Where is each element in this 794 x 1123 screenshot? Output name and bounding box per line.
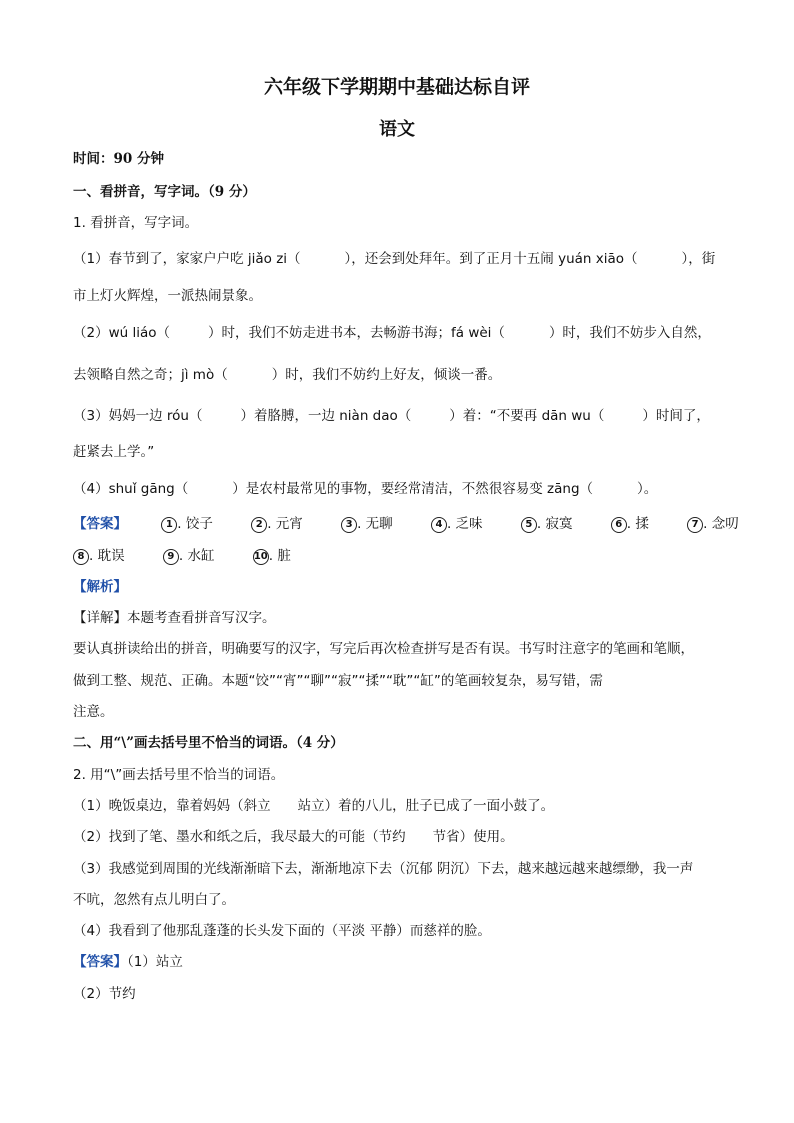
- detail-line3: 做到工整、规范、正确。本题“饺”“宵”“聊”“寂”“揉”“耽”“缸”的笔画较复杂，易写错，需: [73, 673, 603, 689]
- q1-part1-line2: 市上灯火辉煌，一派热闹景象。: [73, 288, 262, 304]
- answer-text: . 饺子: [177, 516, 213, 532]
- text-segment: （4）shuǐ gāng（: [73, 481, 189, 497]
- answer-item: [253, 547, 291, 565]
- section2-heading: 二、用“\”画去括号里不恰当的词语。（4 分）: [73, 735, 344, 751]
- q2-sentence4: （4）我看到了他那乱蓬蓬的长头发下面的（平淡 平静）而慈祥的脸。: [73, 923, 491, 939]
- q1-answer-row1: [73, 515, 739, 533]
- answer-text: . 寂寞: [536, 516, 573, 532]
- answer-text: . 元宵: [267, 516, 303, 532]
- text-segment: ），街: [681, 251, 716, 267]
- answer-text: . 揉: [626, 516, 649, 532]
- answer-label: 【答案】: [73, 516, 127, 532]
- answer-text: . 念叨: [703, 516, 739, 532]
- number-badge: 10: [253, 549, 269, 565]
- q1-part3-line2: 赶紧去上学。”: [73, 444, 155, 460]
- answer-text: . 脏: [268, 548, 291, 564]
- number-badge: 6: [611, 517, 627, 533]
- q2-answer-line1: [73, 953, 183, 971]
- answer-text: . 耽误: [89, 548, 125, 564]
- q1-part4: [73, 480, 657, 498]
- q1-part1-line1: [73, 250, 715, 268]
- number-badge: 3: [341, 517, 357, 533]
- answer-item: [687, 515, 739, 533]
- text-segment: （2）wú liáo（: [73, 325, 171, 341]
- detail-line4: 注意。: [73, 704, 114, 720]
- q2-sentence3-line1: （3）我感觉到周围的光线渐渐暗下去，渐渐地凉下去（沉郁 阴沉）下去，越来越远越来越缥缈，我一声: [73, 861, 694, 877]
- number-badge: 8: [73, 549, 89, 565]
- detail-text: 本题考查看拼音写汉字。: [127, 610, 276, 626]
- detail-label: 【详解】: [73, 610, 127, 626]
- q2-sentence2: （2）找到了笔、墨水和纸之后，我尽最大的可能（节约 节省）使用。: [73, 829, 514, 845]
- answer-item: [161, 515, 213, 533]
- q2-answer-line2: （2）节约: [73, 986, 136, 1002]
- question2-title: 2. 用“\”画去括号里不恰当的词语。: [73, 767, 285, 783]
- section1-heading: 一、看拼音，写字词。（9 分）: [73, 184, 256, 200]
- q2-sentence3-line2: 不吭，忽然有点儿明白了。: [73, 892, 235, 908]
- answer-text: （1）站立: [127, 954, 183, 970]
- subject-title: 语文: [379, 119, 415, 140]
- answer-item: [521, 515, 573, 533]
- number-badge: 7: [687, 517, 703, 533]
- analysis-label: 【解析】: [73, 579, 127, 595]
- answer-item: [163, 547, 215, 565]
- answer-item: [611, 515, 649, 533]
- text-segment: ）着：“不要再 dān wu（: [449, 408, 605, 424]
- text-segment: 去领略自然之奇；jì mò（: [73, 367, 228, 383]
- number-badge: 4: [431, 517, 447, 533]
- text-segment: ）时，我们不妨走进书本，去畅游书海；fá wèi（: [208, 325, 505, 341]
- text-segment: ），还会到处拜年。到了正月十五闹 yuán xiāo（: [344, 251, 638, 267]
- q1-part3-line1: [73, 407, 710, 425]
- answer-text: . 无聊: [357, 516, 393, 532]
- detail-line2: 要认真拼读给出的拼音，明确要写的汉字，写完后再次检查拼写是否有误。书写时注意字的笔画和笔顺，: [73, 641, 694, 657]
- q1-part2-line2: [73, 366, 501, 384]
- answer-text: . 水缸: [178, 548, 215, 564]
- q1-part2-line1: [73, 324, 711, 342]
- detail-line1: [73, 609, 276, 627]
- text-segment: ）着胳膊，一边 niàn dao（: [240, 408, 412, 424]
- text-segment: ）时，我们不妨步入自然，: [548, 325, 711, 341]
- question1-title: 1. 看拼音，写字词。: [73, 215, 199, 231]
- text-segment: （3）妈妈一边 róu（: [73, 408, 203, 424]
- text-segment: ）。: [637, 481, 658, 497]
- q2-sentence1: （1）晚饭桌边，靠着妈妈（斜立 站立）着的八儿，肚子已成了一面小鼓了。: [73, 798, 555, 814]
- answer-text: . 乏味: [446, 516, 483, 532]
- text-segment: ）时间了，: [642, 408, 710, 424]
- answer-label: 【答案】: [73, 954, 127, 970]
- answer-item: [73, 547, 125, 565]
- answer-item: [341, 515, 393, 533]
- answer-item: [431, 515, 483, 533]
- text-segment: ）时，我们不妨约上好友，倾谈一番。: [271, 367, 502, 383]
- text-segment: （1）春节到了，家家户户吃 jiǎo zi（: [73, 251, 301, 267]
- text-segment: ）是农村最常见的事物，要经常清洁，不然很容易变 zāng（: [232, 481, 594, 497]
- number-badge: 9: [163, 549, 179, 565]
- answer-item: [251, 515, 303, 533]
- number-badge: 5: [521, 517, 537, 533]
- page-title: 六年级下学期期中基础达标自评: [263, 76, 530, 98]
- number-badge: 2: [251, 517, 267, 533]
- time-limit: 时间：90 分钟: [73, 151, 164, 167]
- number-badge: 1: [161, 517, 177, 533]
- q1-answer-row2: [73, 547, 291, 565]
